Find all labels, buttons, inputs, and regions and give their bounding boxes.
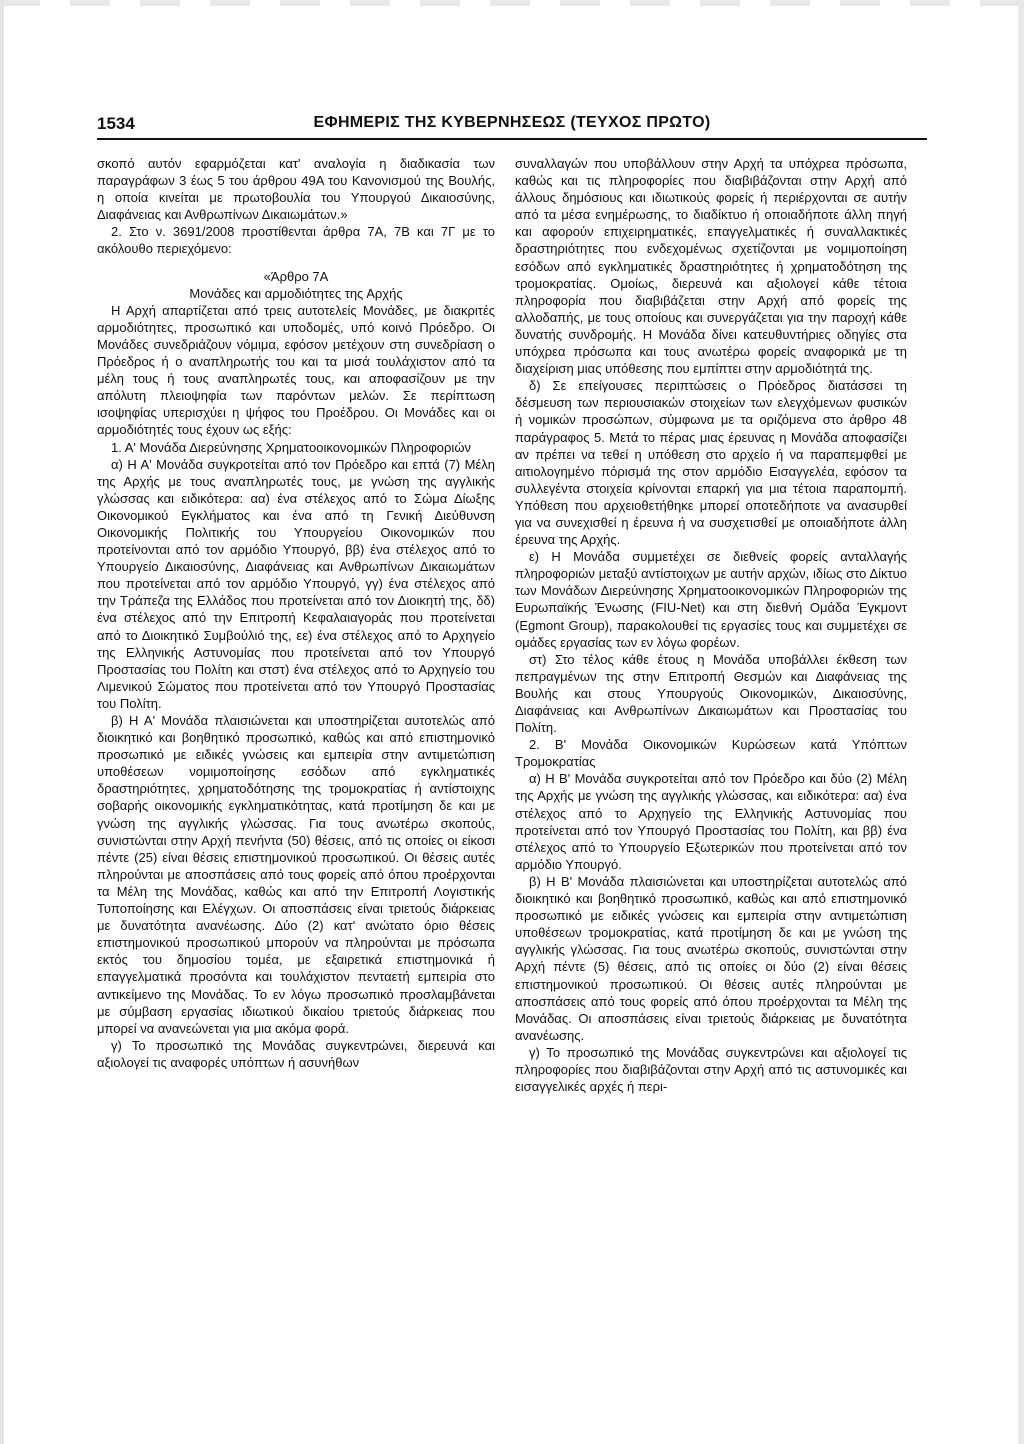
paragraph: β) Η Β' Μονάδα πλαισιώνεται και υποστηρίζεται αυτοτελώς από διοικητικό και βοηθητικό προσωπικό, καθώς και από επιστημονικό προσωπικό με ειδικές γνώσεις και εμπειρία στην αντιμετώπιση υποθέσεων τρομοκρατίας, κατά προτίμηση δε και με γνώση της αγγλικής γλώσσας. Για τους ανωτέρω σκοπούς, συνιστώνται στην Αρχή πέντε (5) θέσεις, από τις οποίες οι δύο (2) είναι θέσεις επιστημονικού προσωπικού. Οι θέσεις αυτές πληρούνται με αποσπάσεις από τους φορείς από όπου προέρχονται τα Μέλη της Μονάδας. Οι αποσπάσεις είναι τριετούς διάρκειας με δυνατότητα ανανέωσης. xyxy=(515,873,907,1043)
scan-edge-left xyxy=(0,0,4,1444)
paragraph: γ) Το προσωπικό της Μονάδας συγκεντρώνει, διερευνά και αξιολογεί τις αναφορές υπόπτων ή ασυνήθων xyxy=(97,1037,495,1070)
running-title: ΕΦΗΜΕΡΙΣ ΤΗΣ ΚΥΒΕΡΝΗΣΕΩΣ (ΤΕΥΧΟΣ ΠΡΩΤΟ) xyxy=(313,114,711,131)
paragraph: ε) Η Μονάδα συμμετέχει σε διεθνείς φορείς ανταλλαγής πληροφοριών μεταξύ αντίστοιχων με αυτήν αρχών, ιδίως στο Δίκτυο των Μονάδων Διερεύνησης Χρηματοοικονομικών Πληροφοριών της Ευρωπαϊκής Ένωσης (FIU-Net) και στη διεθνή Ομάδα Έγκμοντ (Egmont Group), παρακολουθεί τις εργασίες τους και συμμετέχει σε ομάδες εργασίας των εν λόγω φορέων. xyxy=(515,549,907,650)
scan-edge-top xyxy=(0,0,1024,6)
paragraph: β) Η Α' Μονάδα πλαισιώνεται και υποστηρίζεται αυτοτελώς από διοικητικό και βοηθητικό προσωπικό, καθώς και από επιστημονικό προσωπικό με ειδικές γνώσεις και εμπειρία στην αντιμετώπιση υποθέσεων νομιμοποίησης εσόδων από εγκληματικές δραστηριότητες, χρηματοδότησης της τρομοκρατίας ή αντίστοιχης σοβαρής οικονομικής εγκληματικότητας, κατά προτίμηση δε και με γνώση της αγγλικής γλώσσας. Για τους ανωτέρω σκοπούς, συνιστώνται στην Αρχή πενήντα (50) θέσεις, από τις οποίες οι είκοσι πέντε (25) είναι θέσεις επιστημονικού προσωπικού. Οι θέσεις αυτές πληρούνται με αποσπάσεις από τους φορείς από όπου προέρχονται τα Μέλη της Μονάδας, καθώς και από την Επιτροπή Λογιστικής Τυποποίησης και Ελέγχων. Οι αποσπάσεις είναι τριετούς διάρκειας με δυνατότητα ανανέωσης. Δύο (2) κατ' ανώτατο όριο θέσεις επιστημονικού προσωπικού μπορούν να πληρούνται με πρόσωπα εκτός του δημοσίου τομέα, με εξαιρετικά επιστημονικά ή επαγγελματικά προσόντα και τουλάχιστον πενταετή εμπειρία στο αντικείμενο της Μονάδας. Το εν λόγω προσωπικό προσλαμβάνεται με σύμβαση εργασίας ιδιωτικού δικαίου τριετούς διάρκειας που μπορεί να ανανεώνεται για μια ακόμα φορά. xyxy=(97,713,495,1036)
paragraph: α) Η Α' Μονάδα συγκροτείται από τον Πρόεδρο και επτά (7) Μέλη της Αρχής με τους αναπληρωτές τους, με γνώση της αγγλικής γλώσσας και ειδικότερα: αα) ένα στέλεχος από το Σώμα Δίωξης Οικονομικού Εγκλήματος και ένα από τη Γενική Διεύθυνση Οικονομικής Πολιτικής του Υπουργείου Οικονομικών που προτείνονται από τον αρμόδιο Υπουργό, ββ) ένα στέλεχος από το Υπουργείο Δικαιοσύνης, Διαφάνειας και Ανθρωπίνων Δικαιωμάτων που προτείνεται από τον αρμόδιο Υπουργό, γγ) ένα στέλεχος από την Τράπεζα της Ελλάδος που προτείνεται από τον Διοικητή της, δδ) ένα στέλεχος από την Επιτροπή Κεφαλαιαγοράς που προτείνεται από το Διοικητικό Συμβούλιό της, εε) ένα στέλεχος από το Αρχηγείο της Ελληνικής Αστυνομίας που προτείνεται από τον Υπουργό Προστασίας του Πολίτη και στστ) ένα στέλεχος από το Αρχηγείο του Λιμενικού Σώματος που προτείνεται από τον Υπουργό Προστασίας του Πολίτη. xyxy=(97,456,495,711)
paragraph: σκοπό αυτόν εφαρμόζεται κατ' αναλογία η διαδικασία των παραγράφων 3 έως 5 του άρθρου 49Α του Κανονισμού της Βουλής, η οποία κινείται με πρωτοβουλία του Υπουργού Δικαιοσύνης, Διαφάνειας και Ανθρωπίνων Δικαιωμάτων.» xyxy=(97,156,495,223)
paragraph: γ) Το προσωπικό της Μονάδας συγκεντρώνει και αξιολογεί τις πληροφορίες που διαβιβάζονται στην Αρχή από τις αστυνομικές και εισαγγελικές αρχές ή περι- xyxy=(515,1044,907,1095)
right-column xyxy=(515,155,907,1095)
section-heading: 1. Α' Μονάδα Διερεύνησης Χρηματοοικονομικών Πληροφοριών xyxy=(111,439,471,455)
paragraph: στ) Στο τέλος κάθε έτους η Μονάδα υποβάλλει έκθεση των πεπραγμένων της στην Επιτροπή Θεσμών και Διαφάνειας της Βουλής και στους Υπουργούς Οικονομικών, Δικαιοσύνης, Διαφάνειας και Ανθρωπίνων Δικαιωμάτων και Προστασίας του Πολίτη. xyxy=(515,651,907,736)
scan-edge-right xyxy=(1018,0,1024,1444)
left-column xyxy=(97,155,495,1071)
paragraph: 2. Στο ν. 3691/2008 προστίθενται άρθρα 7Α, 7Β και 7Γ με το ακόλουθο περιεχόμενο: xyxy=(97,224,495,257)
header-rule xyxy=(97,138,927,140)
paragraph: συναλλαγών που υποβάλλουν στην Αρχή τα υπόχρεα πρόσωπα, καθώς και τις πληροφορίες που διαβιβάζονται στην Αρχή από άλλους δημόσιους και ιδιωτικούς φορείς ή περιέρχονται σε αυτήν από τα μέσα ενημέρωσης, το διαδίκτυο ή οποιαδήποτε άλλη πηγή και αφορούν επιχειρηματικές, επαγγελματικές ή συναλλακτικές δραστηριότητες που ενδεχομένως σχετίζονται με νομιμοποίηση εσόδων από εγκληματικές δραστηριότητες ή χρηματοδότηση της τρομοκρατίας. Ομοίως, διερευνά και αξιολογεί κάθε τέτοια πληροφορία που διαβιβάζεται στην Αρχή από φορείς της αλλοδαπής, με τους οποίους και συνεργάζεται για την παροχή κάθε δυνατής συνδρομής. Η Μονάδα δίνει κατευθυντήριες οδηγίες στα υπόχρεα πρόσωπα και τους ανωτέρω φορείς αναφορικά με τη διαχείριση μιας υπόθεσης που εμπίπτει στην αρμοδιότητά της. xyxy=(515,156,907,377)
section-heading: 2. Β' Μονάδα Οικονομικών Κυρώσεων κατά Υπόπτων Τρομοκρατίας xyxy=(515,737,907,770)
page-number: 1534 xyxy=(97,114,135,133)
paragraph: Η Αρχή απαρτίζεται από τρεις αυτοτελείς Μονάδες, με διακριτές αρμοδιότητες, προσωπικό και υποδομές, υπό κοινό Πρόεδρο. Οι Μονάδες συνεδριάζουν νόμιμα, εφόσον μετέχουν στη συνεδρίαση ο Πρόεδρος ή ο αναπληρωτής του και τα μισά τουλάχιστον από τα μέλη τους ή τους αναπληρωτές τους, και αποφασίζουν με την απόλυτη πλειοψηφία των παρόντων μελών. Σε περίπτωση ισοψηφίας υπερισχύει η ψήφος του Προέδρου. Οι Μονάδες και οι αρμοδιότητές τους έχουν ως εξής: xyxy=(97,302,495,438)
article-title: Μονάδες και αρμοδιότητες της Αρχής xyxy=(189,285,403,301)
paragraph: δ) Σε επείγουσες περιπτώσεις ο Πρόεδρος διατάσσει τη δέσμευση των περιουσιακών στοιχείων των ελεγχόμενων φυσικών ή νομικών προσώπων, σύμφωνα με τα οριζόμενα στο άρθρο 48 παράγραφος 5. Μετά το πέρας μιας έρευνας η Μονάδα αποφασίζει αν πρέπει να τεθεί η υπόθεση στο αρχείο ή να παραπεμφθεί με αιτιολογημένο πόρισμά της στον αρμόδιο Εισαγγελέα, εφόσον τα συλλεγέντα στοιχεία κρίνονται επαρκή για μια τέτοια παραπομπή. Υπόθεση που αρχειοθετήθηκε μπορεί οποτεδήποτε να ανασυρθεί για να συνεχισθεί η έρευνα ή να συσχετισθεί με οποιαδήποτε άλλη έρευνα της Αρχής. xyxy=(515,378,907,548)
paragraph: α) Η Β' Μονάδα συγκροτείται από τον Πρόεδρο και δύο (2) Μέλη της Αρχής με γνώση της αγγλικής γλώσσας, και ειδικότερα: αα) ένα στέλεχος από το Αρχηγείο της Ελληνικής Αστυνομίας που προτείνεται από τον Υπουργό Προστασίας του Πολίτη, και ββ) ένα στέλεχος από το Υπουργείο Εξωτερικών που προτείνεται από τον αρμόδιο Υπουργό. xyxy=(515,771,907,872)
article-heading: «Άρθρο 7Α xyxy=(263,268,329,284)
